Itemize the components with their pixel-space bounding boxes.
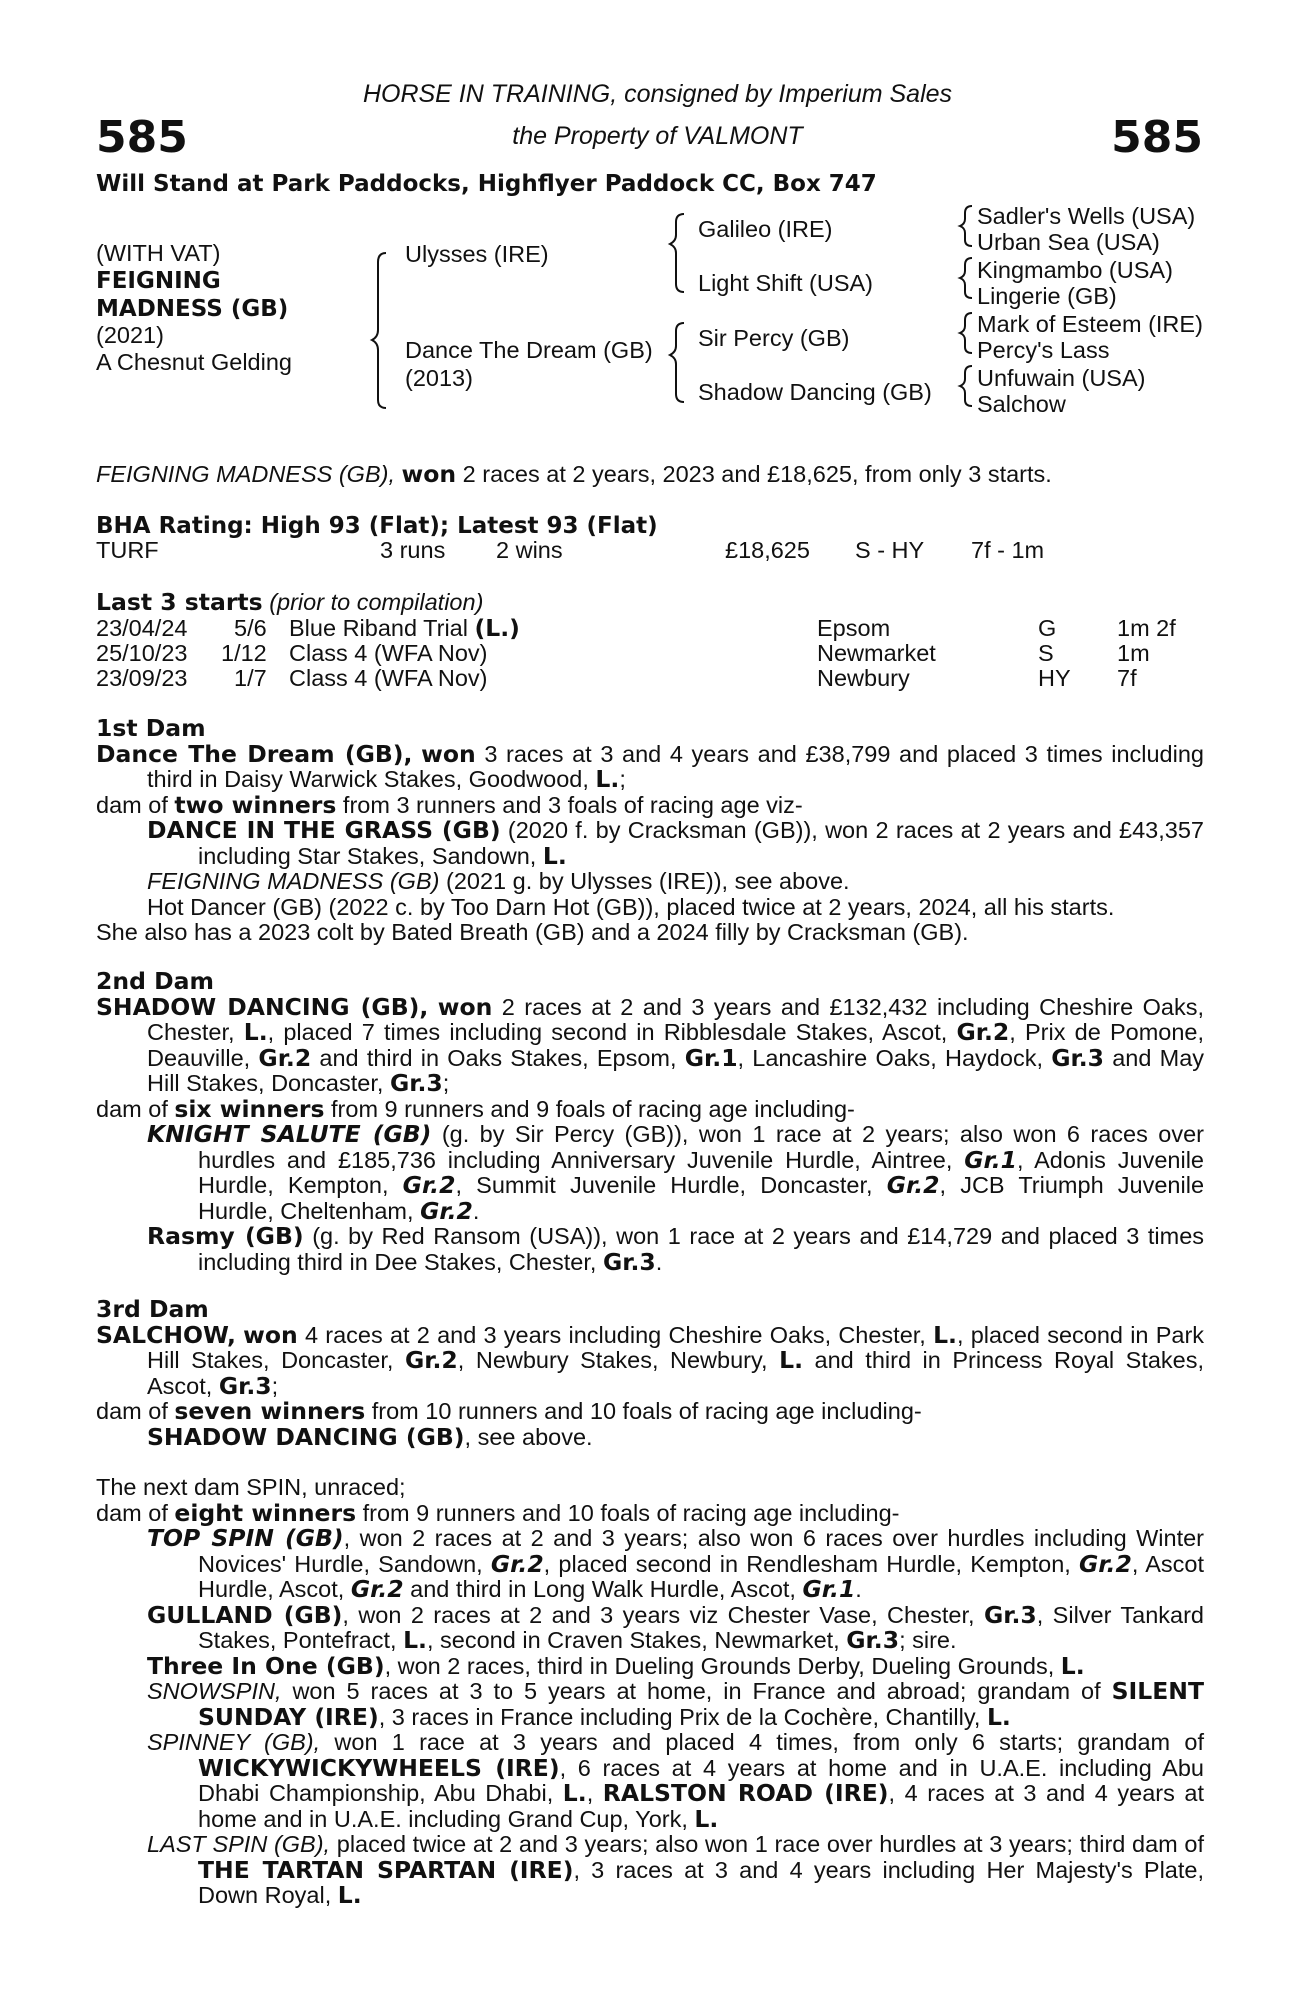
text: , won 2 races, third in Dueling Grounds Derby, Dueling Grounds, xyxy=(384,1652,1055,1679)
start-distance: 7f xyxy=(1117,665,1137,691)
second-dam-title: 2nd Dam xyxy=(96,967,214,995)
last-starts-note: (prior to compilation) xyxy=(269,589,484,615)
offspring-entry xyxy=(96,1651,1204,1680)
rating-going: S - HY xyxy=(855,537,925,563)
summary-won: won xyxy=(401,460,457,488)
grandoffspring-name: RALSTON ROAD (IRE) xyxy=(602,1779,889,1807)
punct: ; xyxy=(619,766,626,792)
offspring-entry xyxy=(96,1224,1204,1275)
won-label: won xyxy=(437,992,493,1021)
punct: ; xyxy=(442,1070,450,1096)
first-dam-record xyxy=(96,739,1204,793)
pedigree-sire-dam: Light Shift (USA) xyxy=(698,270,874,296)
text: , placed 7 times including second in Ribblesdale Stakes, Ascot, xyxy=(267,1019,948,1045)
pedigree-dds: Unfuwain (USA) xyxy=(977,365,1146,391)
punct: ; xyxy=(271,1372,279,1399)
grade-label: Gr.2 xyxy=(490,1549,544,1578)
start-course: Epsom xyxy=(817,615,891,641)
grandoffspring-name: THE TARTAN SPARTAN (IRE) xyxy=(198,1855,574,1884)
offspring-name: LAST SPIN (GB), xyxy=(147,1831,331,1857)
dam-name: SALCHOW, xyxy=(96,1320,236,1349)
lot-number-left: 585 xyxy=(96,112,188,163)
grade-label: Gr.2 xyxy=(258,1043,312,1072)
offspring-name: Rasmy (GB) xyxy=(147,1222,304,1250)
third-dam-title: 3rd Dam xyxy=(96,1295,209,1323)
winners-count: eight winners xyxy=(174,1498,357,1527)
text: 2 races at 2 and 3 years and £132,432 including Cheshire Oaks, Chester, xyxy=(147,993,1205,1045)
text: , placed second in Rendlesham Hurdle, Kempton, xyxy=(543,1550,1071,1577)
grade-label: Gr.2 xyxy=(886,1171,940,1199)
pedigree-dsd: Percy's Lass xyxy=(977,337,1110,363)
horse-name-line1: FEIGNING xyxy=(96,268,221,294)
text: , won 2 races at 2 and 3 years viz Chester Vase, Chester, xyxy=(342,1601,975,1628)
grade-label: Gr.3 xyxy=(389,1069,443,1097)
offspring-entry xyxy=(96,1600,1204,1654)
text: dam of xyxy=(96,791,168,818)
listed-label: L. xyxy=(243,1018,268,1046)
text: won 5 races at 3 to 5 years at home, in France and abroad; grandam of xyxy=(292,1678,1101,1704)
text: , Summit Juvenile Hurdle, Doncaster, xyxy=(455,1172,873,1198)
start-race: Class 4 (WFA Nov) xyxy=(289,665,488,691)
won-label: won xyxy=(243,1320,298,1349)
text: , Silver Tankard Stakes, Pontefract, xyxy=(198,1601,1204,1653)
listed-label: L. xyxy=(337,1881,362,1909)
fourth-dam-intro: The next dam SPIN, unraced; xyxy=(96,1474,406,1500)
start-date: 23/09/23 xyxy=(96,665,188,691)
text: and third in Oaks Stakes, Epsom, xyxy=(319,1044,677,1071)
grade-label: Gr.1 xyxy=(684,1043,738,1072)
pedigree-dam-year: (2013) xyxy=(405,365,473,391)
text: dam of xyxy=(96,1095,168,1122)
pedigree-ssd: Urban Sea (USA) xyxy=(977,229,1160,255)
text: , Prix de Pomone, Deauville, xyxy=(147,1019,1205,1071)
offspring-name: GULLAND (GB) xyxy=(147,1600,343,1629)
winners-count: two winners xyxy=(174,790,337,819)
listed-label: L. xyxy=(542,841,567,870)
pedigree-dam-dam: Shadow Dancing (GB) xyxy=(698,379,932,405)
vat-note: (WITH VAT) xyxy=(96,240,221,266)
text: , 4 races at 3 and 4 years at home and in U.A.E. including Grand Cup, York, xyxy=(198,1780,1204,1832)
grade-label: Gr.2 xyxy=(350,1575,404,1603)
offspring-name: KNIGHT SALUTE (GB) xyxy=(147,1120,432,1148)
text: , second in Craven Stakes, Newmarket, xyxy=(426,1627,840,1653)
start-course: Newbury xyxy=(817,665,910,691)
text: from 3 runners and 3 foals of racing age viz- xyxy=(342,791,803,818)
first-dam-produce xyxy=(96,790,1204,819)
grade-label: Gr.2 xyxy=(956,1018,1010,1046)
text: from 9 runners and 10 foals of racing age including- xyxy=(362,1499,900,1526)
last-starts-heading xyxy=(96,590,483,616)
grade-label: Gr.1 xyxy=(802,1575,856,1603)
horse-description: A Chesnut Gelding xyxy=(96,349,292,375)
dam-name: SHADOW DANCING (GB), xyxy=(96,992,429,1021)
pedigree-sds: Kingmambo (USA) xyxy=(977,257,1173,283)
punct: . xyxy=(655,1248,663,1275)
grade-label: Gr.3 xyxy=(602,1247,656,1276)
offspring-name: TOP SPIN (GB) xyxy=(147,1524,344,1552)
offspring-name: SPINNEY (GB), xyxy=(147,1729,321,1755)
lot-number-right: 585 xyxy=(1111,112,1203,163)
text: , 3 races at 3 and 4 years including Her Majesty's Plate, Down Royal, xyxy=(198,1856,1204,1908)
start-position: 5/6 xyxy=(234,615,267,641)
text: placed twice at 2 and 3 years; also won 1 race over hurdles at 3 years; third dam of xyxy=(336,1831,1204,1857)
grade-label: Gr.2 xyxy=(420,1196,473,1225)
start-race: Class 4 (WFA Nov) xyxy=(289,640,488,666)
rating-surface: TURF xyxy=(96,537,159,563)
grade-label: Gr.1 xyxy=(964,1145,1018,1174)
foaling-year: (2021) xyxy=(96,322,164,348)
text: , won 2 races at 2 and 3 years; also won 6 races over hurdles including Winter Novices' Hurdle, Sandown, xyxy=(198,1525,1204,1577)
start-distance: 1m xyxy=(1117,640,1150,666)
start-race-grade: (L.) xyxy=(474,614,520,642)
offspring-name: DANCE IN THE GRASS (GB) xyxy=(147,816,501,844)
summary-horse-name: FEIGNING MADNESS (GB), xyxy=(96,461,395,487)
dam-name: Dance The Dream (GB), xyxy=(96,739,413,768)
start-going: HY xyxy=(1038,665,1071,691)
offspring-name: SNOWSPIN, xyxy=(147,1678,282,1704)
start-course: Newmarket xyxy=(817,640,936,666)
grade-label: Gr.3 xyxy=(218,1371,272,1400)
text: , Adonis Juvenile Hurdle, Kempton, xyxy=(198,1146,1204,1198)
pedigree-sire: Ulysses (IRE) xyxy=(405,241,549,267)
punct: , xyxy=(586,1780,594,1806)
start-going: G xyxy=(1038,615,1057,641)
grade-label: Gr.3 xyxy=(1051,1043,1104,1072)
second-dam-record xyxy=(96,992,1205,1097)
consignor-line: HORSE IN TRAINING, consigned by Imperium Sales xyxy=(362,80,953,108)
second-dam-section xyxy=(96,969,1204,1275)
start-race xyxy=(289,616,520,642)
pedigree-dam-sire: Sir Percy (GB) xyxy=(698,325,850,351)
grade-label: Gr.3 xyxy=(846,1626,900,1654)
offspring-entry xyxy=(96,1422,1204,1451)
listed-label: L. xyxy=(562,1779,587,1807)
race-summary xyxy=(96,462,1052,488)
pedigree-dam: Dance The Dream (GB) xyxy=(405,337,653,363)
fourth-dam-section xyxy=(96,1475,1204,1909)
offspring-entry xyxy=(96,869,1204,895)
text: from 9 runners and 9 foals of racing age including- xyxy=(331,1095,855,1122)
offspring-name: FEIGNING MADNESS (GB) xyxy=(147,868,440,894)
text: , Newbury Stakes, Newbury, xyxy=(457,1347,768,1373)
start-position: 1/12 xyxy=(221,640,267,666)
listed-label: L. xyxy=(403,1626,427,1654)
grade-label: Gr.2 xyxy=(404,1346,458,1374)
rating-runs: 3 runs xyxy=(380,537,446,563)
rating-wins: 2 wins xyxy=(496,537,563,563)
text: , JCB Triumph Juvenile Hurdle, Cheltenham, xyxy=(198,1172,1205,1224)
first-dam-section xyxy=(96,716,1204,946)
last-starts-title: Last 3 starts xyxy=(96,588,263,616)
horse-name-line2: MADNESS (GB) xyxy=(96,296,289,322)
first-dam-foals-note: She also has a 2023 colt by Bated Breath (GB) and a 2024 filly by Cracksman (GB). xyxy=(96,919,969,945)
grade-label: Gr.3 xyxy=(983,1600,1037,1629)
text: won 1 race at 3 years and placed 4 times, from only 6 starts; grandam of xyxy=(334,1729,1204,1755)
text: , placed second in Park Hill Stakes, Doncaster, xyxy=(147,1321,1205,1373)
second-dam-produce xyxy=(96,1094,1204,1123)
grandoffspring-name: SILENT SUNDAY (IRE) xyxy=(198,1677,1205,1731)
offspring-entry: Hot Dancer (GB) (2022 c. by Too Darn Hot (GB)), placed twice at 2 years, 2024, all his starts. xyxy=(147,893,1115,920)
won-label: won xyxy=(421,739,476,768)
third-dam-record xyxy=(96,1320,1205,1400)
offspring-name: Three In One (GB) xyxy=(147,1651,385,1680)
start-position: 1/7 xyxy=(234,665,267,691)
text: dam of xyxy=(96,1398,168,1424)
rating-distance: 7f - 1m xyxy=(971,537,1045,563)
bha-rating-title: BHA Rating: High 93 (Flat); Latest 93 (Flat) xyxy=(96,513,658,539)
winners-count: six winners xyxy=(174,1094,325,1123)
record-text: (2020 f. by Cracksman (GB)), won 2 races at 2 years and £43,357 including Star Stakes, Sandown, xyxy=(198,817,1204,869)
pedigree-sss: Sadler's Wells (USA) xyxy=(977,203,1196,229)
third-dam-section xyxy=(96,1297,1204,1450)
pedigree-sire-sire: Galileo (IRE) xyxy=(698,216,833,242)
third-dam-produce xyxy=(96,1399,1204,1425)
property-line: the Property of VALMONT xyxy=(512,122,803,150)
text: and third in Long Walk Hurdle, Ascot, xyxy=(410,1576,796,1602)
start-distance: 1m 2f xyxy=(1117,615,1176,641)
start-race-name: Blue Riband Trial xyxy=(289,615,468,641)
rating-prize: £18,625 xyxy=(725,537,810,563)
offspring-entry xyxy=(96,1730,1204,1832)
record-text: 3 races at 3 and 4 years and £38,799 and placed 3 times including third in Daisy Warwick Stakes, Goodwood, xyxy=(147,740,1204,792)
start-going: S xyxy=(1038,640,1054,666)
pedigree-sdd: Lingerie (GB) xyxy=(977,283,1117,309)
text: , 3 races in France including Prix de la Cochère, Chantilly, xyxy=(378,1703,981,1730)
offspring-entry xyxy=(96,1832,1204,1909)
start-date: 23/04/24 xyxy=(96,615,188,641)
listed-label: L. xyxy=(694,1804,719,1833)
offspring-name: SHADOW DANCING (GB) xyxy=(147,1422,465,1451)
listed-label: L. xyxy=(933,1320,957,1349)
text: from 10 runners and 10 foals of racing age including- xyxy=(371,1398,922,1424)
grade-label: Gr.2 xyxy=(1079,1549,1132,1578)
fourth-dam-produce xyxy=(96,1498,1204,1527)
grandoffspring-name: WICKYWICKYWHEELS (IRE) xyxy=(198,1753,560,1782)
text: and third in Princess Royal Stakes, Ascot, xyxy=(147,1347,1205,1399)
listed-label: L. xyxy=(779,1346,803,1374)
summary-text: 2 races at 2 years, 2023 and £18,625, from only 3 starts. xyxy=(462,461,1052,487)
offspring-entry xyxy=(96,1526,1204,1603)
offspring-entry xyxy=(96,1122,1204,1224)
text: dam of xyxy=(96,1499,168,1526)
text: , Lancashire Oaks, Haydock, xyxy=(737,1044,1043,1071)
text: , 6 races at 4 years at home and in U.A.E. including Abu Dhabi Championship, Abu Dhabi, xyxy=(198,1754,1204,1806)
text: ; sire. xyxy=(899,1627,957,1653)
pedigree-ddd: Salchow xyxy=(977,391,1066,417)
text: , see above. xyxy=(464,1423,593,1450)
record-text: (2021 g. by Ulysses (IRE)), see above. xyxy=(446,868,850,894)
listed-label: L. xyxy=(1060,1651,1085,1680)
text: 4 races at 2 and 3 years including Cheshire Oaks, Chester, xyxy=(304,1321,926,1348)
text: (g. by Red Ransom (USA)), won 1 race at 2 years and £14,729 and placed 3 times including third in Dee Stakes, Chester, xyxy=(198,1223,1205,1275)
punct: . xyxy=(855,1576,862,1602)
first-dam-title: 1st Dam xyxy=(96,714,206,742)
stand-location: Will Stand at Park Paddocks, Highflyer Paddock CC, Box 747 xyxy=(96,171,877,197)
listed-label: L. xyxy=(986,1702,1011,1731)
grade-label: Gr.2 xyxy=(402,1171,456,1199)
text: (g. by Sir Percy (GB)), won 1 race at 2 years; also won 6 races over hurdles and £185,736 including Anniversary Juvenile Hurdle, Aintree, xyxy=(198,1121,1204,1173)
offspring-entry xyxy=(96,818,1204,869)
text: and May Hill Stakes, Doncaster, xyxy=(147,1044,1205,1096)
punct: . xyxy=(472,1197,480,1224)
listed-label: L. xyxy=(595,765,620,793)
winners-count: seven winners xyxy=(174,1397,366,1425)
text: , Ascot Hurdle, Ascot, xyxy=(198,1550,1204,1602)
pedigree-dss: Mark of Esteem (IRE) xyxy=(977,311,1203,337)
offspring-entry xyxy=(96,1679,1204,1730)
start-date: 25/10/23 xyxy=(96,640,188,666)
